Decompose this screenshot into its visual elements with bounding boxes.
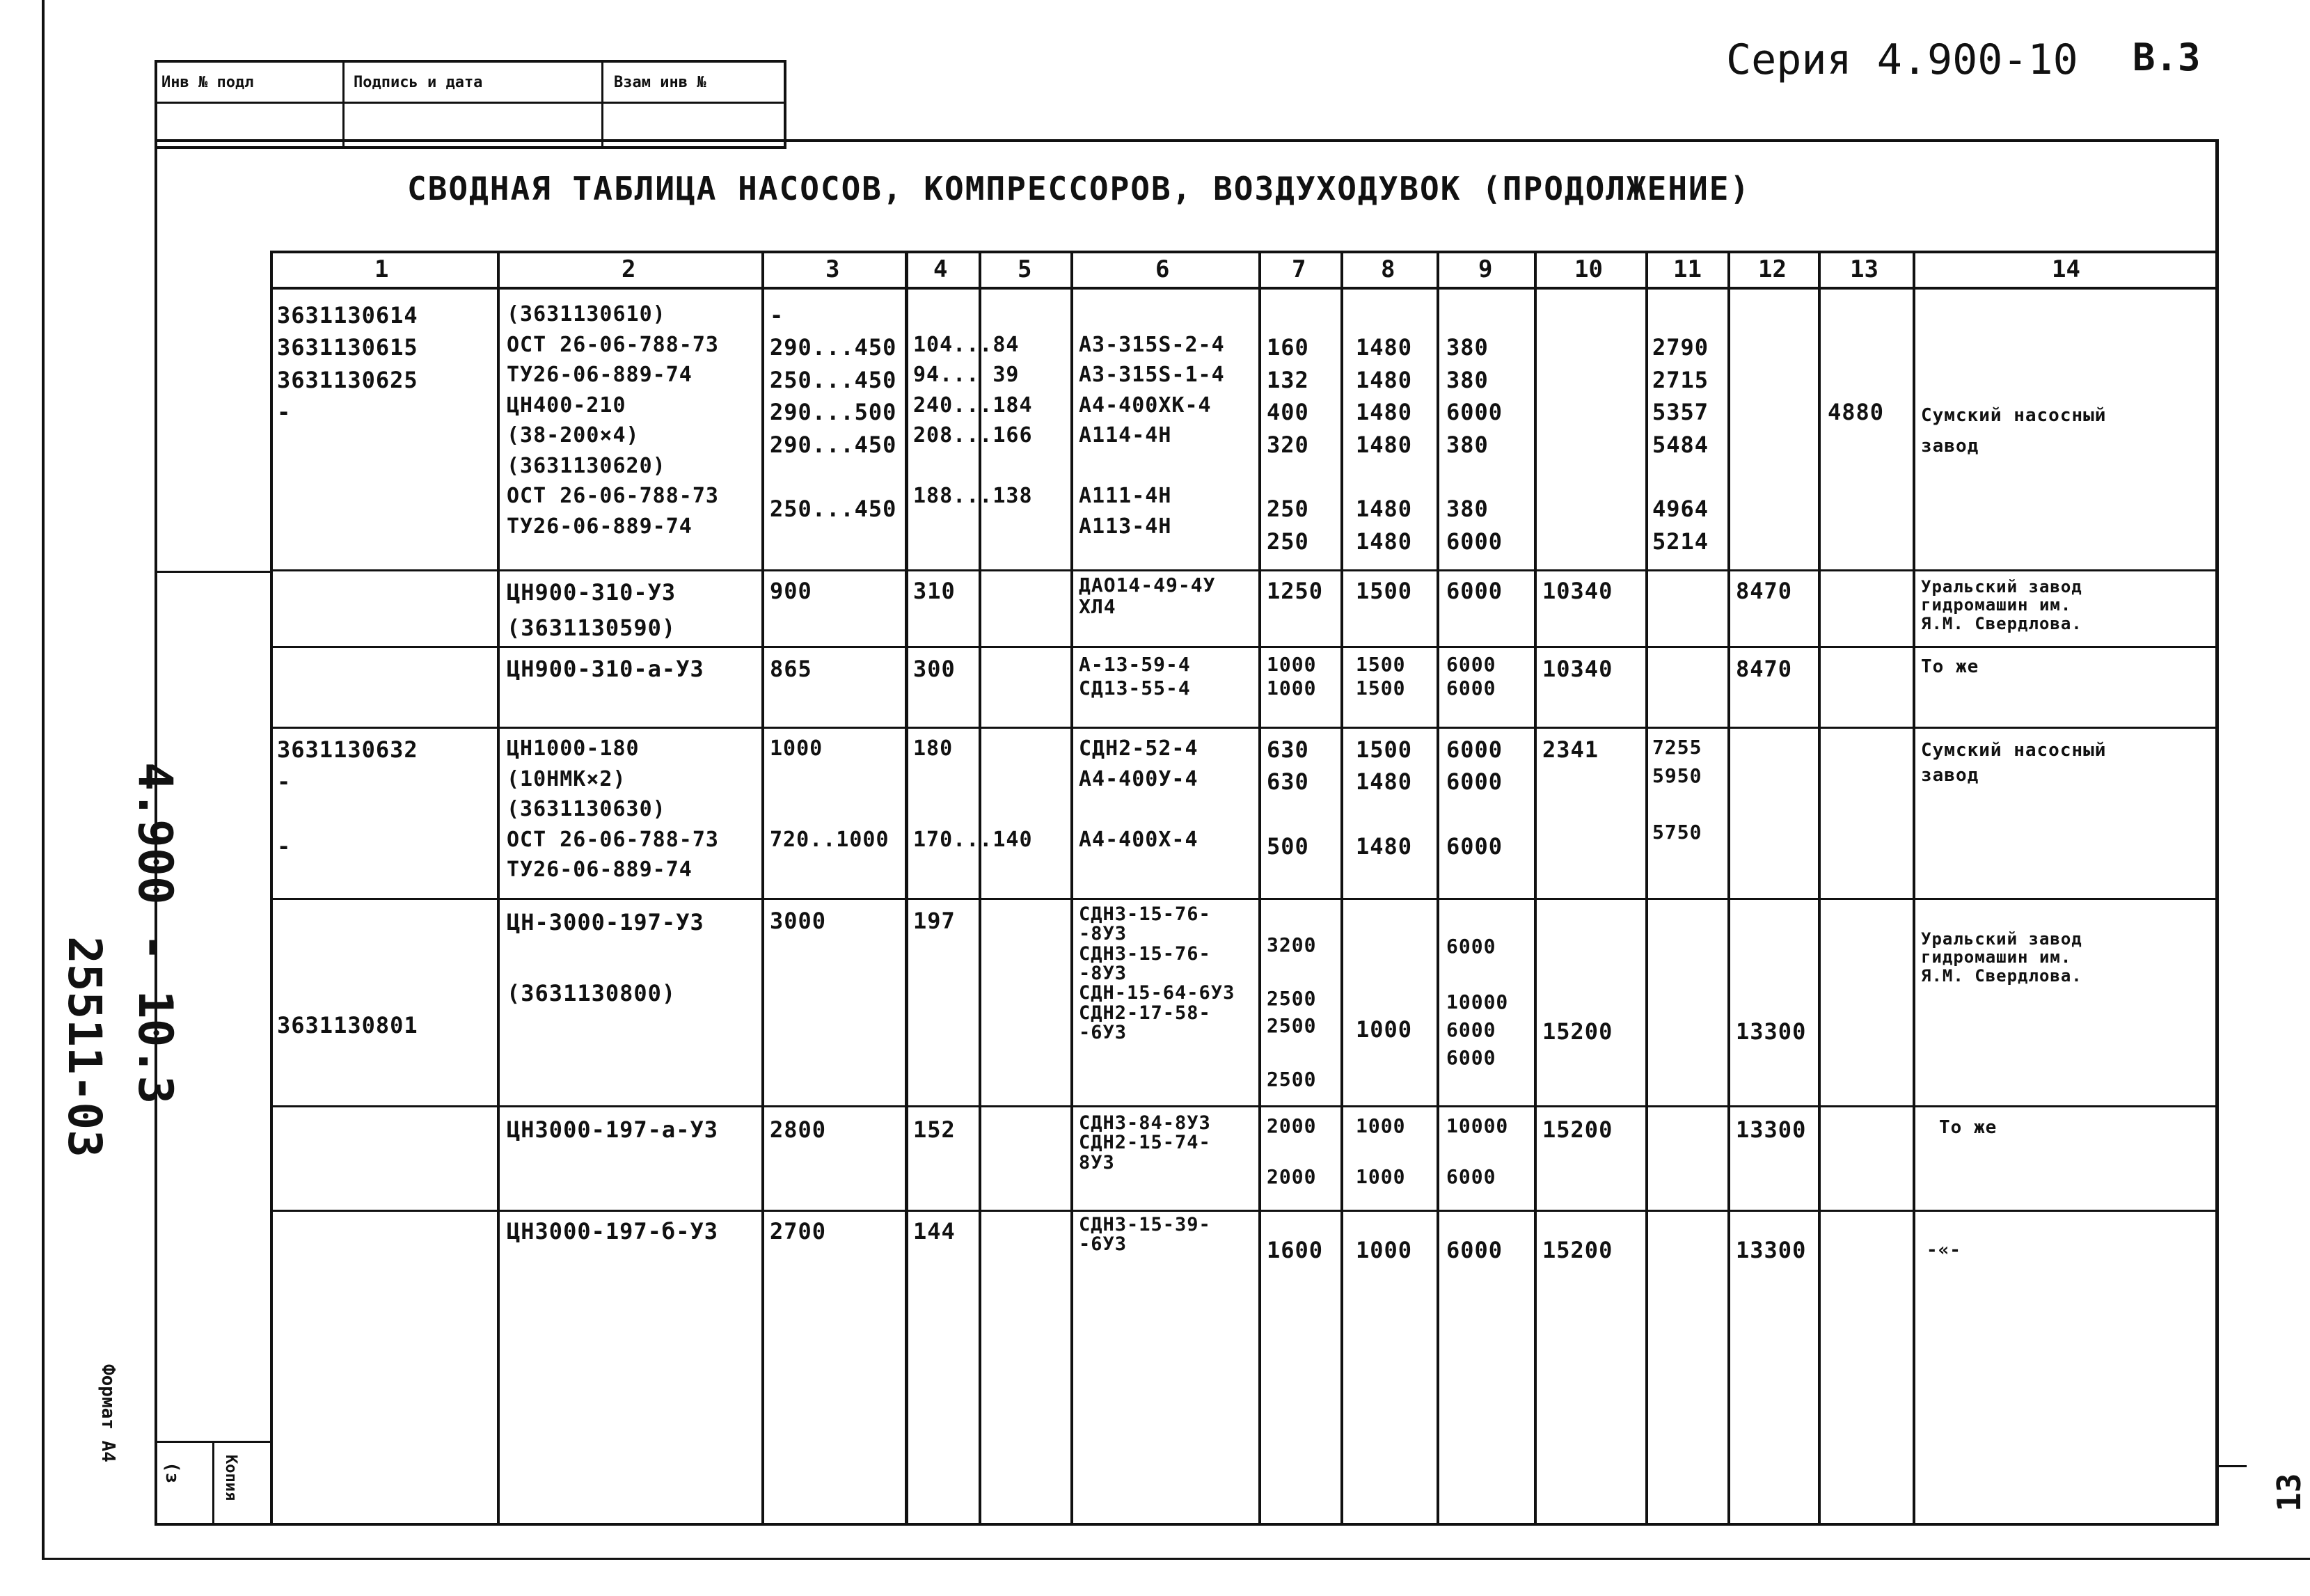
table-cell: 300 xyxy=(913,656,956,682)
inventory-number: 25511-03 xyxy=(58,936,111,1158)
table-cell: 144 xyxy=(913,1218,956,1245)
issue-label: В.3 xyxy=(2133,35,2201,79)
table-cell: То же xyxy=(1921,656,1979,677)
table-cell: ЦН-3000-197-У3 (3631130800) xyxy=(507,909,704,1007)
side-code: 4.900 - 10.3 xyxy=(127,762,182,1105)
table-cell: СДН3-15-39- -6У3 xyxy=(1079,1214,1211,1256)
table-cell: 630 630 500 xyxy=(1267,736,1309,860)
left-strip-mid xyxy=(212,1441,214,1524)
col-header-3: 3 xyxy=(825,255,840,283)
table-cell: 15200 xyxy=(1542,1116,1613,1143)
table-cell: 4880 xyxy=(1828,399,1885,426)
table-cell: ЦН900-310-а-У3 xyxy=(507,656,704,682)
col-header-14: 14 xyxy=(2052,255,2080,283)
table-cell: 3631130632 - - xyxy=(277,736,418,860)
stamp-mark-left: (з xyxy=(161,1462,182,1484)
table-cell: 13300 xyxy=(1736,1018,1807,1045)
table-cell: 1480 1480 1480 1480 1480 1480 xyxy=(1356,334,1413,555)
table-cell: 2341 xyxy=(1542,736,1599,763)
table-cell: 1000 xyxy=(1356,1016,1413,1043)
left-strip-divider xyxy=(155,571,270,573)
table-cell: 13300 xyxy=(1736,1236,1807,1263)
page-number: 13 xyxy=(2270,1473,2308,1512)
page-bottom-edge xyxy=(42,1558,2310,1560)
col-header-1: 1 xyxy=(374,255,389,283)
col-header-11: 11 xyxy=(1673,255,1702,283)
table-cell: ДАО14-49-4У ХЛ4 xyxy=(1079,574,1216,618)
table-cell: Уральский завод гидромашин им. Я.М. Свердлова. xyxy=(1921,577,2082,633)
col-header-9: 9 xyxy=(1478,255,1493,283)
table-cell: ЦН1000-180 (10НМК×2) (3631130630) ОСТ 26-06-788-73 ТУ26-06-889-74 xyxy=(507,736,719,882)
table-cell: 3000 xyxy=(770,908,827,934)
col-header-7: 7 xyxy=(1292,255,1306,283)
table-cell: 1000 720..1000 xyxy=(770,736,889,852)
table-cell: СДН2-52-4 А4-400У-4 А4-400Х-4 xyxy=(1079,736,1198,852)
col-header-13: 13 xyxy=(1850,255,1878,283)
table-cell: ЦН900-310-У3 (3631130590) xyxy=(507,579,677,642)
table-cell: 1500 1480 1480 xyxy=(1356,736,1413,860)
table-cell: 10340 xyxy=(1542,656,1613,682)
table-cell: СДН3-84-8У3 СДН2-15-74- 8У3 xyxy=(1079,1112,1211,1174)
format-label: Формат А4 xyxy=(97,1364,118,1462)
col-header-10: 10 xyxy=(1574,255,1603,283)
table-cell: 865 xyxy=(770,656,812,682)
table-cell: -«- xyxy=(1927,1239,1961,1261)
table-cell: 8470 xyxy=(1736,578,1793,604)
table-cell: (3631130610) ОСТ 26-06-788-73 ТУ26-06-889-74 ЦН400-210 (38-200×4) (3631130620) ОСТ 26-06-788-73 ТУ26-06-889-74 xyxy=(507,302,719,539)
table-cell: 6000 6000 6000 xyxy=(1446,736,1503,860)
table-cell: СДН3-15-76- -8У3 СДН3-15-76- -8У3 СДН-15-64-6У3 СДН2-17-58- -6У3 xyxy=(1079,903,1235,1044)
table-cell: 2790 2715 5357 5484 4964 5214 xyxy=(1652,334,1709,555)
col-header-2: 2 xyxy=(622,255,636,283)
table-cell: 8470 xyxy=(1736,656,1793,682)
table-cell: 104...84 94... 39 240...184 208...166 188...138 xyxy=(913,332,1033,508)
page-left-edge xyxy=(42,0,45,1559)
col-header-12: 12 xyxy=(1758,255,1787,283)
table-cell: 1250 xyxy=(1267,578,1324,604)
table-cell: 900 xyxy=(770,578,812,604)
table-cell: 1000 1000 xyxy=(1267,653,1317,700)
stamp-mark-right: Копия xyxy=(222,1455,239,1501)
table-cell: 3631130801 xyxy=(277,1011,418,1038)
stamp-inv-label: Инв № подл xyxy=(161,74,254,91)
table-cell: 1600 xyxy=(1267,1236,1324,1263)
table-cell: 10000 6000 xyxy=(1446,1114,1509,1188)
table-cell: 15200 xyxy=(1542,1236,1613,1263)
table-cell: 152 xyxy=(913,1116,956,1143)
stamp-sign-label: Подпись и дата xyxy=(354,74,483,91)
col-header-6: 6 xyxy=(1155,255,1170,283)
table-cell: Сумский насосный завод xyxy=(1921,404,2107,457)
table-cell: - 290...450 250...450 290...500 290...450 250...450 xyxy=(770,302,897,523)
table-cell: ЦН3000-197-а-У3 xyxy=(507,1116,718,1143)
table-cell: 6000 xyxy=(1446,1236,1503,1263)
table-cell: 1000 1000 xyxy=(1356,1114,1406,1188)
table-cell: 1000 xyxy=(1356,1236,1413,1263)
stamp-box xyxy=(155,60,786,149)
col-header-8: 8 xyxy=(1381,255,1395,283)
table-cell: 3631130614 3631130615 3631130625 - xyxy=(277,302,418,426)
summary-table xyxy=(270,251,2219,1524)
table-cell: 2700 xyxy=(770,1218,827,1245)
table-cell: 6000 6000 xyxy=(1446,653,1496,700)
table-cell: 180 170...140 xyxy=(913,736,1033,852)
table-cell: 13300 xyxy=(1736,1116,1807,1143)
table-cell: ЦН3000-197-б-У3 xyxy=(507,1218,718,1245)
table-cell: 7255 5950 5750 xyxy=(1652,736,1702,844)
table-cell: 6000 xyxy=(1446,578,1503,604)
table-cell: 310 xyxy=(913,578,956,604)
table-cell: 160 132 400 320 250 250 xyxy=(1267,334,1309,555)
table-cell: А3-315S-2-4 А3-315S-1-4 А4-400ХК-4 А114-4Н А111-4Н А113-4Н xyxy=(1079,332,1225,539)
table-cell: Уральский завод гидромашин им. Я.М. Свердлова. xyxy=(1921,929,2082,986)
table-cell: 15200 xyxy=(1542,1018,1613,1045)
table-cell: 1500 xyxy=(1356,578,1413,604)
table-cell: 1500 1500 xyxy=(1356,653,1406,700)
page-title: СВОДНАЯ ТАБЛИЦА НАСОСОВ, КОМПРЕССОРОВ, ВОЗДУХОДУВОК (ПРОДОЛЖЕНИЕ) xyxy=(407,170,1751,207)
table-cell: 197 xyxy=(913,908,956,934)
table-cell: Сумский насосный завод xyxy=(1921,740,2107,787)
table-cell: 2000 2000 xyxy=(1267,1114,1317,1188)
page-number-tick xyxy=(2219,1465,2247,1467)
series-label: Серия 4.900-10 xyxy=(1726,35,2078,84)
table-cell: 380 380 6000 380 380 6000 xyxy=(1446,334,1503,555)
table-cell: 2800 xyxy=(770,1116,827,1143)
table-cell: 3200 2500 2500 2500 xyxy=(1267,933,1317,1091)
table-cell: А-13-59-4 СД13-55-4 xyxy=(1079,653,1191,700)
table-cell: 10340 xyxy=(1542,578,1613,604)
stamp-replace-label: Взам инв № xyxy=(614,74,706,91)
col-header-5: 5 xyxy=(1018,255,1032,283)
table-cell: То же xyxy=(1939,1117,1997,1138)
col-header-4: 4 xyxy=(933,255,948,283)
table-cell: 6000 10000 6000 6000 xyxy=(1446,935,1509,1070)
